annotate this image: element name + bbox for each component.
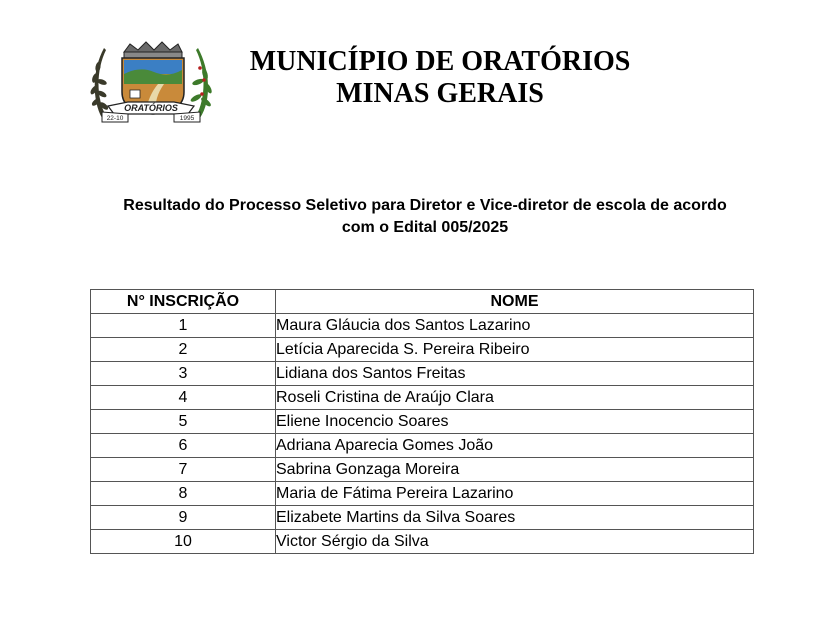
registration-number: 8 [91, 482, 276, 506]
document-header [88, 40, 648, 124]
candidate-name: Eliene Inocencio Soares [276, 410, 754, 434]
candidate-name: Sabrina Gonzaga Moreira [276, 458, 754, 482]
registration-number: 4 [91, 386, 276, 410]
table-row [91, 386, 754, 410]
logo-name: ORATÓRIOS [124, 103, 178, 113]
table-row [91, 506, 754, 530]
candidate-name: Letícia Aparecida S. Pereira Ribeiro [276, 338, 754, 362]
candidate-name: Lidiana dos Santos Freitas [276, 362, 754, 386]
candidate-name: Maura Gláucia dos Santos Lazarino [276, 314, 754, 338]
logo-right-year: 1995 [179, 115, 195, 122]
candidate-name: Maria de Fátima Pereira Lazarino [276, 482, 754, 506]
subtitle-line-1: Resultado do Processo Seletivo para Diretor e Vice-diretor de escola de acordo [123, 197, 727, 214]
table-header-row [91, 290, 754, 314]
table-row [91, 338, 754, 362]
registration-number: 5 [91, 410, 276, 434]
title-line-municipality: MUNICÍPIO DE ORATÓRIOS [249, 46, 631, 77]
registration-number: 3 [91, 362, 276, 386]
column-header-name: NOME [276, 290, 754, 314]
table-row [91, 410, 754, 434]
title-line-state: MINAS GERAIS [336, 78, 544, 109]
subtitle-line-2: com o Edital 005/2025 [341, 219, 509, 236]
registration-number: 1 [91, 314, 276, 338]
registration-number: 9 [91, 506, 276, 530]
table-row [91, 314, 754, 338]
candidate-name: Elizabete Martins da Silva Soares [276, 506, 754, 530]
table-row [91, 458, 754, 482]
registration-number: 6 [91, 434, 276, 458]
registration-number: 10 [91, 530, 276, 554]
logo-left-date: 22-10 [106, 115, 124, 122]
municipal-coat-of-arms-logo [88, 40, 214, 124]
header-title [230, 46, 650, 110]
candidate-name: Adriana Aparecia Gomes João [276, 434, 754, 458]
registration-number: 7 [91, 458, 276, 482]
document-subtitle [80, 195, 770, 239]
candidate-name: Victor Sérgio da Silva [276, 530, 754, 554]
table-row [91, 362, 754, 386]
table-row [91, 482, 754, 506]
candidate-name: Roseli Cristina de Araújo Clara [276, 386, 754, 410]
column-header-number: N° INSCRIÇÃO [91, 290, 276, 314]
table-row [91, 434, 754, 458]
results-table [90, 289, 754, 554]
table-row [91, 530, 754, 554]
registration-number: 2 [91, 338, 276, 362]
